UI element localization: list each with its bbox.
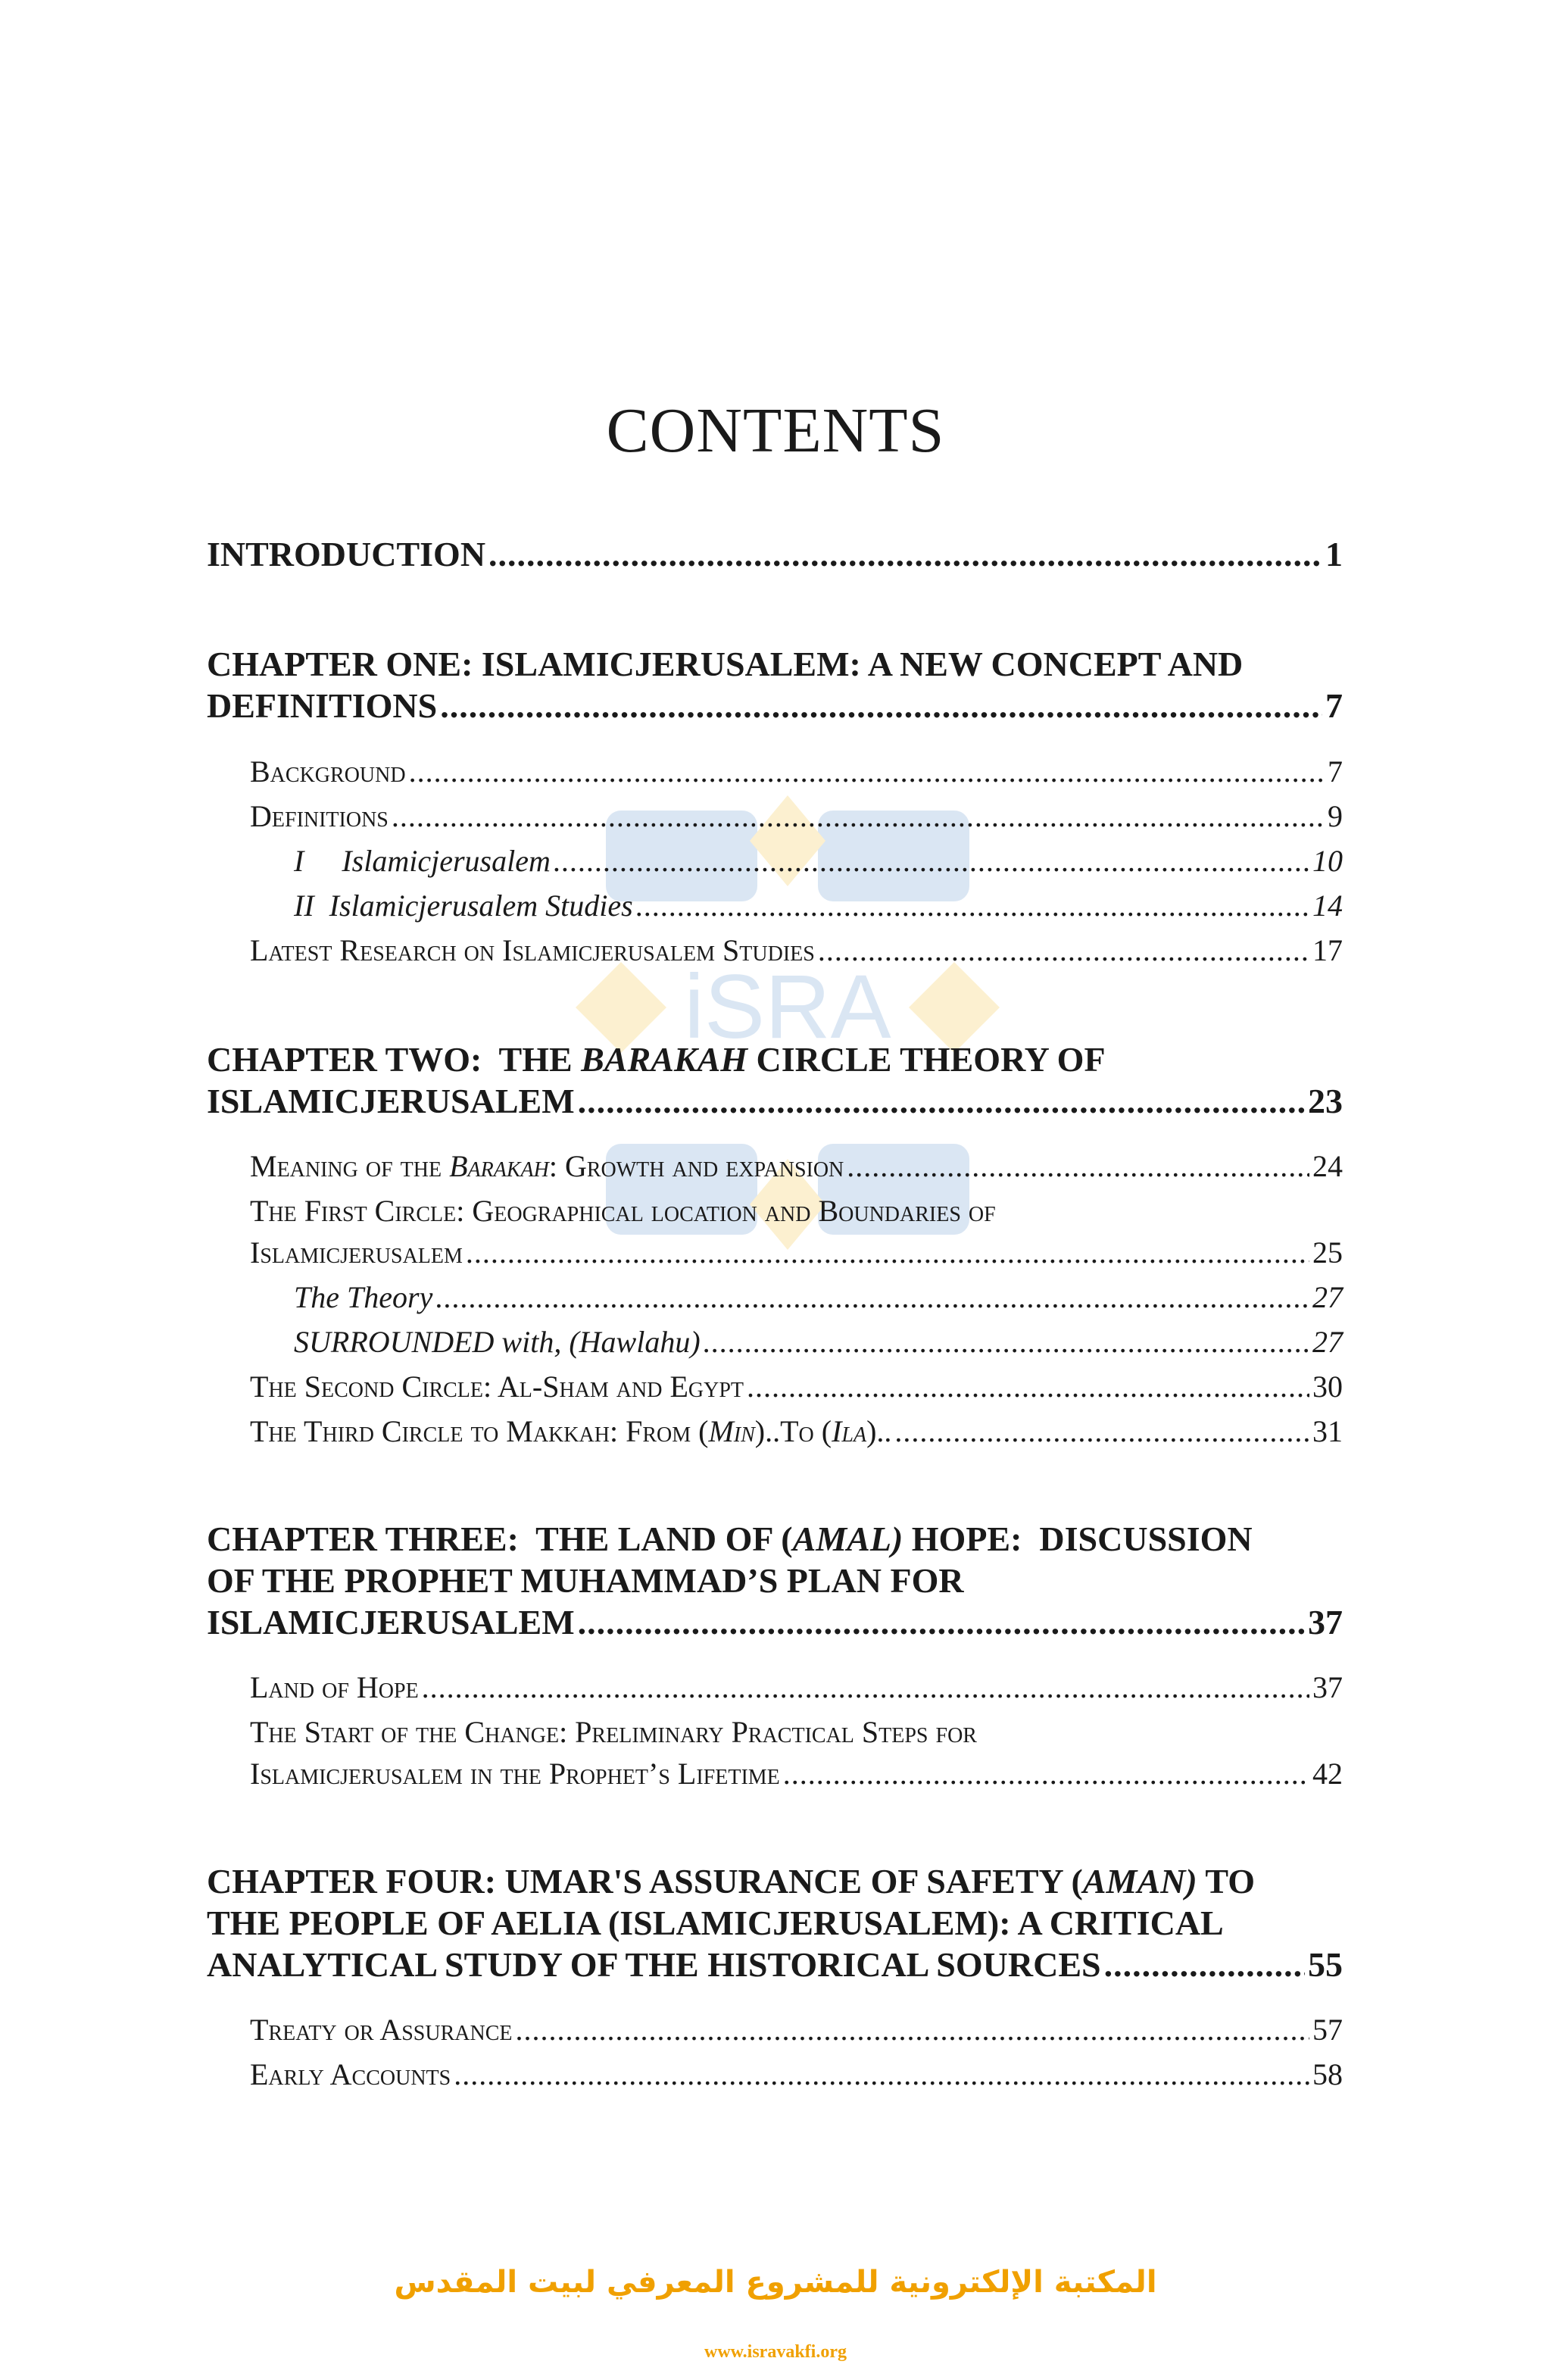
- toc-entry-meaning-of-barakah[interactable]: [250, 1148, 1343, 1184]
- toc-entry-islamicjerusalem-studies[interactable]: [294, 888, 1343, 923]
- toc-page-number: 55: [1308, 1945, 1343, 1984]
- dot-leader: [783, 1756, 1309, 1791]
- toc-entry-islamicjerusalem[interactable]: [294, 843, 1343, 879]
- toc-label: [250, 1413, 891, 1449]
- toc-entry-start-of-change[interactable]: [250, 1756, 1343, 1791]
- toc-page-number: 7: [1328, 754, 1343, 789]
- chapter-four-title-line1: [207, 1861, 1255, 1901]
- toc-label: DEFINITIONS: [207, 686, 438, 725]
- toc-page-number: 9: [1328, 799, 1343, 833]
- toc-entry-early-accounts[interactable]: [250, 2057, 1343, 2092]
- title-part: CHAPTER TWO: THE: [207, 1040, 582, 1079]
- toc-page-number: 58: [1312, 2057, 1343, 2091]
- dot-leader: [422, 1669, 1309, 1705]
- title-part: HOPE: DISCUSSION: [903, 1520, 1253, 1558]
- footer-website-link[interactable]: www.isravakfi.org: [704, 2342, 847, 2362]
- toc-label: Islamicjerusalem: [250, 1235, 463, 1270]
- toc-page-number: 27: [1312, 1280, 1343, 1314]
- toc-page-number: 31: [1312, 1414, 1343, 1448]
- dot-leader: [747, 1369, 1309, 1404]
- label-part-italic: Min: [708, 1414, 755, 1448]
- toc-label: Background: [250, 754, 406, 789]
- toc-label: The Second Circle: Al-Sham and Egypt: [250, 1370, 744, 1404]
- toc-entry-definitions[interactable]: [250, 798, 1343, 834]
- chapter-three-title-line1: [207, 1519, 1253, 1559]
- chapter-one-title-line1: CHAPTER ONE: ISLAMICJERUSALEM: A NEW CONCEPT AND: [207, 645, 1244, 683]
- toc-page-number: 25: [1312, 1235, 1343, 1270]
- toc-page-number: 7: [1325, 686, 1343, 725]
- dot-leader: [435, 1279, 1309, 1315]
- toc-label: ISLAMICJERUSALEM: [207, 1603, 575, 1641]
- toc-entry-chapter-two[interactable]: [207, 1081, 1343, 1121]
- toc-page-number: 1: [1325, 535, 1343, 573]
- footer-arabic-library-name: المكتبة الإلكترونية للمشروع المعرفي لبيت المقدس: [394, 2265, 1157, 2300]
- dot-leader: [1104, 1944, 1305, 1985]
- toc-label: Early Accounts: [250, 2057, 451, 2091]
- toc-label: ISLAMICJERUSALEM: [207, 1082, 575, 1120]
- toc-label: SURROUNDED with, (Hawlahu): [294, 1325, 701, 1359]
- toc-entry-treaty-or-assurance[interactable]: [250, 2012, 1343, 2047]
- toc-page-number: 17: [1312, 933, 1343, 967]
- toc-label: I Islamicjerusalem: [294, 844, 551, 878]
- toc-page-number: 37: [1312, 1670, 1343, 1704]
- toc-page-number: 42: [1312, 1757, 1343, 1791]
- toc-page-number: 27: [1312, 1325, 1343, 1359]
- toc-page-number: 10: [1312, 844, 1343, 878]
- toc-entry-chapter-three[interactable]: [207, 1602, 1343, 1642]
- toc-entry-third-circle[interactable]: [250, 1413, 1343, 1449]
- chapter-four-title-line2: THE PEOPLE OF AELIA (ISLAMICJERUSALEM): A CRITICAL: [207, 1904, 1224, 1942]
- dot-leader: [894, 1413, 1309, 1449]
- title-part-italic: AMAL): [792, 1520, 903, 1558]
- toc-page-number: 30: [1312, 1370, 1343, 1404]
- toc-label: The Theory: [294, 1280, 433, 1314]
- first-circle-title-line1: The First Circle: Geographical location and Boundaries of: [250, 1194, 996, 1228]
- label-part-italic: Barakah: [449, 1149, 549, 1183]
- toc-page-number: 37: [1308, 1603, 1343, 1641]
- title-part: TO: [1197, 1862, 1255, 1901]
- start-of-change-title-line1: The Start of the Change: Preliminary Practical Steps for: [250, 1715, 977, 1749]
- dot-leader: [704, 1324, 1309, 1360]
- title-part: CHAPTER FOUR: UMAR'S ASSURANCE OF SAFETY (: [207, 1862, 1083, 1901]
- toc-label: Latest Research on Islamicjerusalem Studies: [250, 933, 815, 967]
- label-part: Meaning of the: [250, 1149, 450, 1183]
- dot-leader: [466, 1235, 1309, 1270]
- toc-label: ANALYTICAL STUDY OF THE HISTORICAL SOURCES: [207, 1945, 1101, 1984]
- toc-page-number: 24: [1312, 1149, 1343, 1183]
- dot-leader: [578, 1081, 1305, 1121]
- dot-leader: [578, 1602, 1305, 1642]
- toc-entry-land-of-hope[interactable]: [250, 1669, 1343, 1705]
- toc-label: INTRODUCTION: [207, 535, 486, 573]
- dot-leader: [454, 2057, 1309, 2092]
- toc-entry-second-circle[interactable]: [250, 1369, 1343, 1404]
- dot-leader: [392, 798, 1325, 834]
- dot-leader: [516, 2012, 1310, 2047]
- dot-leader: [554, 843, 1309, 879]
- label-part: )..: [866, 1414, 892, 1448]
- title-part: CIRCLE THEORY OF: [747, 1040, 1106, 1079]
- title-part-italic: BARAKAH: [581, 1040, 748, 1079]
- toc-label: [250, 1148, 844, 1184]
- toc-page-number: 57: [1312, 2013, 1343, 2047]
- svg-text:iSRA: iSRA: [684, 956, 891, 1057]
- dot-leader: [440, 686, 1322, 726]
- toc-entry-introduction[interactable]: [207, 534, 1343, 574]
- chapter-two-title-line1: [207, 1039, 1106, 1079]
- toc-entry-background[interactable]: [250, 754, 1343, 789]
- toc-entry-latest-research[interactable]: [250, 932, 1343, 968]
- toc-label: Definitions: [250, 799, 389, 833]
- toc-entry-first-circle[interactable]: [250, 1235, 1343, 1270]
- toc-label: II Islamicjerusalem Studies: [294, 889, 633, 923]
- toc-page-number: 14: [1312, 889, 1343, 923]
- dot-leader: [847, 1148, 1309, 1184]
- label-part: The Third Circle to Makkah: From (: [250, 1414, 709, 1448]
- title-part: CHAPTER THREE: THE LAND OF (: [207, 1520, 793, 1558]
- label-part: )..To (: [754, 1414, 832, 1448]
- toc-entry-the-theory[interactable]: [294, 1279, 1343, 1315]
- toc-page-number: 23: [1308, 1082, 1343, 1120]
- title-part-italic: AMAN): [1082, 1862, 1197, 1901]
- dot-leader: [818, 932, 1309, 968]
- toc-entry-chapter-one[interactable]: [207, 686, 1343, 726]
- label-part-italic: Ila: [832, 1414, 867, 1448]
- label-part: : Growth and expansion: [548, 1149, 844, 1183]
- toc-label: Land of Hope: [250, 1670, 419, 1704]
- toc-label: Islamicjerusalem in the Prophet’s Lifetime: [250, 1757, 780, 1791]
- toc-label: Treaty or Assurance: [250, 2013, 513, 2047]
- page-title: CONTENTS: [606, 395, 945, 466]
- toc-entry-chapter-four[interactable]: [207, 1944, 1343, 1985]
- dot-leader: [488, 534, 1322, 574]
- toc-entry-surrounded-with[interactable]: [294, 1324, 1343, 1360]
- dot-leader: [409, 754, 1325, 789]
- dot-leader: [636, 888, 1309, 923]
- chapter-three-title-line2: OF THE PROPHET MUHAMMAD’S PLAN FOR: [207, 1561, 964, 1600]
